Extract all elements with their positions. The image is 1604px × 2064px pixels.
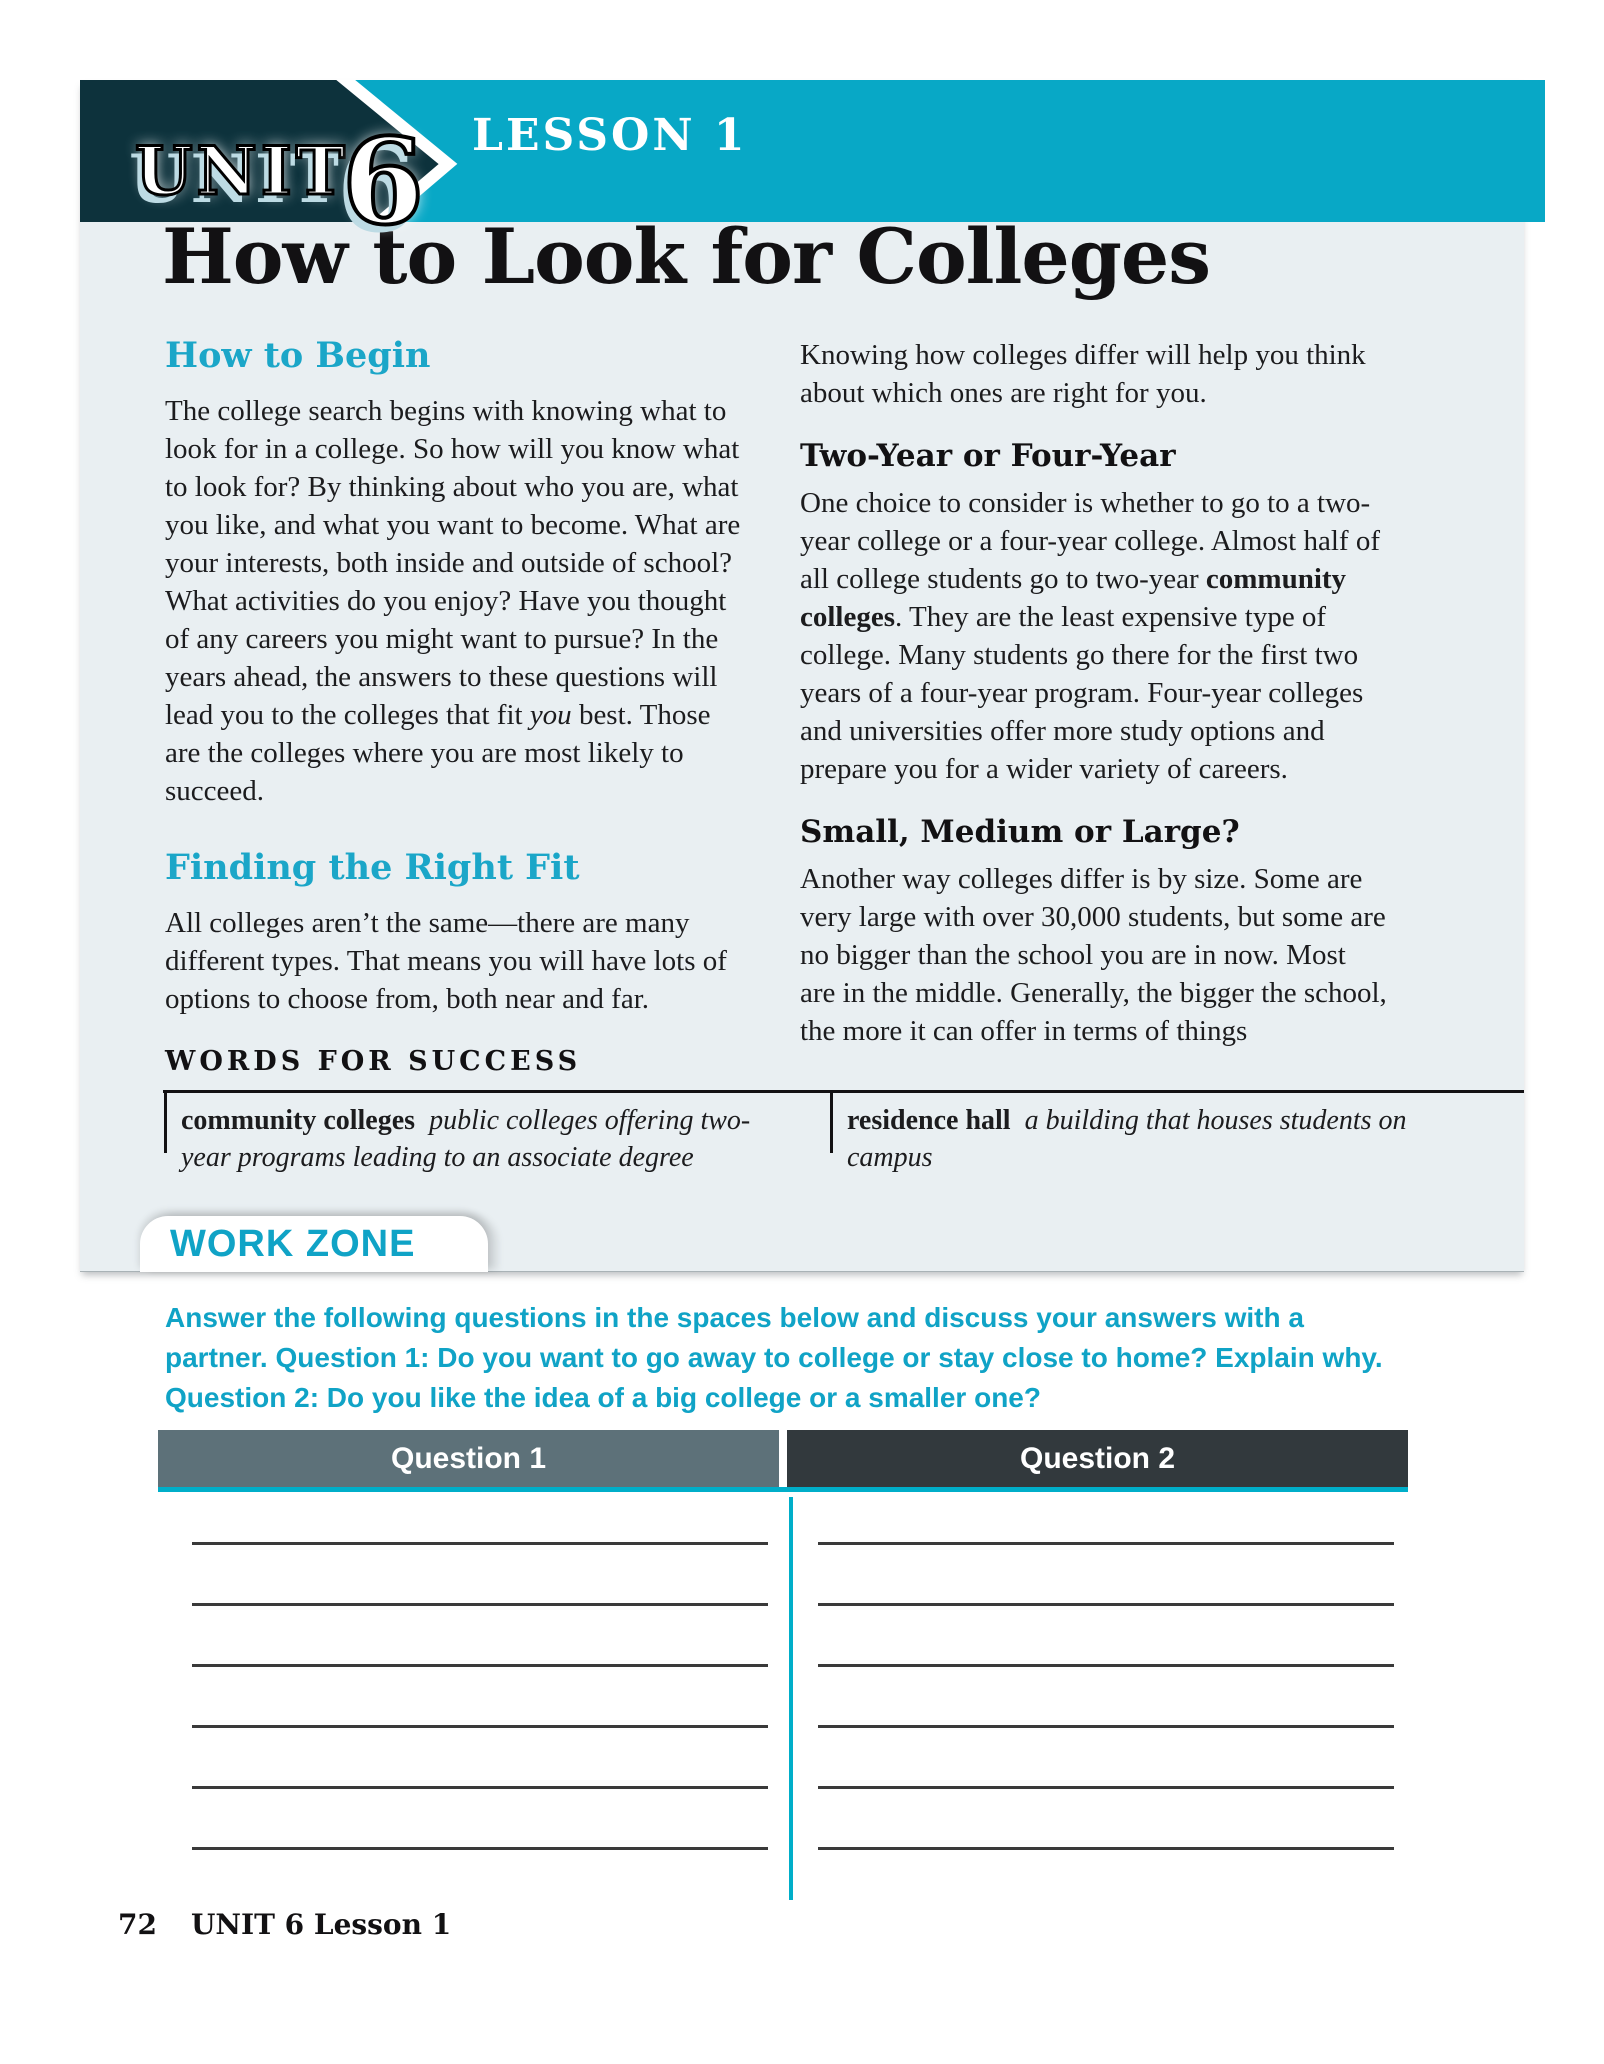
words-for-success-entries — [181, 1102, 1524, 1176]
paragraph-two-year-or-four-year — [800, 484, 1388, 788]
page-number: 72 — [118, 1908, 157, 1941]
answer-table-header-question-2: Question 2 — [787, 1430, 1408, 1487]
section-heading-two-year-or-four-year: Two-Year or Four-Year — [800, 438, 1176, 474]
instruction-line: partner. Question 1: Do you want to go away to college or stay close to home? Explain why. — [165, 1342, 1383, 1373]
answer-blank-line[interactable] — [818, 1606, 1394, 1667]
paragraph-italic-word: you — [529, 699, 572, 731]
answer-blank-line[interactable] — [192, 1789, 768, 1850]
paragraph-bold-term: community colleges — [800, 563, 1347, 633]
lesson-label: LESSON 1 — [472, 110, 748, 161]
paragraph-text: One choice to consider is whether to go to a two-year college or a four-year college. Almost half of all college students go to two-year — [800, 487, 1380, 595]
work-zone-tab — [140, 1216, 488, 1272]
paragraph-text: best. Those are the colleges where you are most likely to succeed. — [165, 699, 711, 807]
answer-blank-line[interactable] — [818, 1728, 1394, 1789]
paragraph-finding-the-right-fit: All colleges aren’t the same—there are many different types. That means you will have lots of options to choose from, both near and far. — [165, 907, 727, 1015]
work-zone-label: WORK ZONE — [170, 1222, 416, 1265]
instruction-line: Question 2: Do you like the idea of a big college or a smaller one? — [165, 1382, 1041, 1413]
work-zone-instructions — [165, 1298, 1383, 1418]
glossary-term: community colleges — [181, 1105, 416, 1136]
answer-blank-line[interactable] — [818, 1545, 1394, 1606]
answer-lines-column — [818, 1484, 1394, 1850]
answer-blank-line[interactable] — [192, 1545, 768, 1606]
paragraph-how-to-begin — [165, 392, 747, 810]
glossary-entry — [847, 1102, 1467, 1176]
paragraph-small-medium-large: Another way colleges differ is by size. Some are very large with over 30,000 students, but some are no bigger than the school you are in now. Most are in the middle. Generally, the bigger the school, the more it can offer in terms of things — [800, 863, 1387, 1047]
answer-blank-line[interactable] — [192, 1667, 768, 1728]
section-heading-finding-the-right-fit: Finding the Right Fit — [165, 847, 580, 888]
glossary-term: residence hall — [847, 1105, 1011, 1136]
unit-badge — [120, 110, 520, 290]
answer-blank-line[interactable] — [192, 1484, 768, 1545]
page-title: How to Look for Colleges — [162, 212, 1211, 301]
section-heading-how-to-begin: How to Begin — [165, 335, 431, 376]
words-for-success-rule — [163, 1090, 1524, 1093]
answer-blank-line[interactable] — [192, 1728, 768, 1789]
answer-table-header-question-1: Question 1 — [158, 1430, 779, 1487]
article-left-column — [165, 336, 747, 1044]
glossary-definition: public colleges offering two-year programs leading to an associate degree — [181, 1105, 751, 1173]
answer-blank-line[interactable] — [818, 1484, 1394, 1545]
footer-unit-lesson-label: UNIT 6 Lesson 1 — [190, 1908, 452, 1941]
glossary-definition: a building that houses students on campus — [847, 1105, 1407, 1173]
page-footer — [118, 1908, 451, 1941]
article-right-column — [800, 336, 1388, 1076]
words-for-success-label: WORDS FOR SUCCESS — [165, 1046, 582, 1077]
answer-blank-line[interactable] — [192, 1606, 768, 1667]
unit-badge-number: 6 — [342, 112, 425, 251]
paragraph-knowing-how-colleges-differ: Knowing how colleges differ will help you think about which ones are right for you. — [800, 339, 1366, 409]
answer-table — [158, 1430, 1408, 1492]
paragraph-text: The college search begins with knowing what to look for in a college. So how will you know what to look for? By thinking about who you are, what you like, and what you want to become. What are your interests, both inside and outside of school? What activities do you enjoy? Have you thought of any careers you might want to pursue? In the years ahead, the answers to these questions will lead you to the colleges that fit — [165, 395, 741, 731]
section-heading-small-medium-large: Small, Medium or Large? — [800, 814, 1240, 850]
answer-blank-line[interactable] — [818, 1789, 1394, 1850]
answer-table-column-divider — [789, 1497, 793, 1900]
glossary-entry — [181, 1102, 769, 1176]
instruction-line: Answer the following questions in the spaces below and discuss your answers with a — [165, 1302, 1304, 1333]
answer-blank-line[interactable] — [818, 1667, 1394, 1728]
answer-table-header-row — [158, 1430, 1408, 1492]
answer-lines-column — [192, 1484, 768, 1850]
paragraph-text: . They are the least expensive type of college. Many students go there for the first two years of a four-year program. Four-year colleges and universities offer more study options and prepare you for a wider variety of careers. — [800, 601, 1364, 785]
unit-badge-word: UNIT — [135, 132, 349, 210]
